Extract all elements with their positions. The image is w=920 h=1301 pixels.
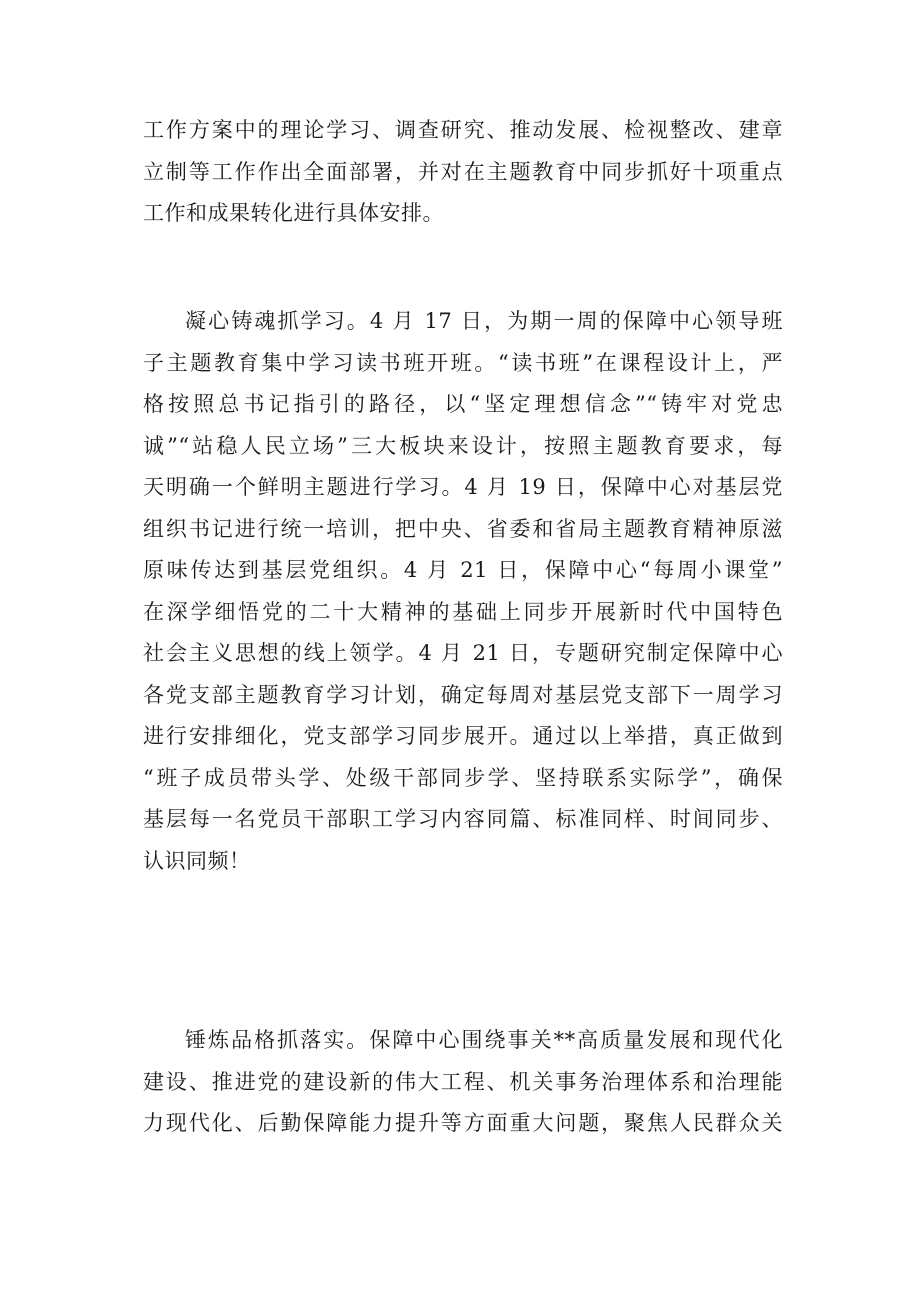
- text-line: 各党支部主题教育学习计划，确定每周对基层党支部下一周学习: [143, 682, 783, 707]
- paragraph-work-plan: [143, 110, 783, 235]
- text-line: 凝心铸魂抓学习。4 月 17 日，为期一周的保障中心领导班: [185, 309, 783, 333]
- paragraph-implementation: [143, 1020, 783, 1145]
- text-line: 格按照总书记指引的路径，以“坚定理想信念”“铸牢对党忠: [143, 392, 783, 416]
- text-line: 天明确一个鲜明主题进行学习。4 月 19 日，保障中心对基层党: [143, 475, 783, 499]
- text-line: 在深学细悟党的二十大精神的基础上同步开展新时代中国特色: [143, 599, 783, 624]
- text-line: 基层每一名党员干部职工学习内容同篇、标准同样、时间同步、: [143, 807, 783, 831]
- text-line: 建设、推进党的建设新的伟大工程、机关事务治理体系和治理能: [143, 1069, 783, 1094]
- text-line: 工作和成果转化进行具体安排。: [143, 201, 444, 225]
- text-line: 子主题教育集中学习读书班开班。“读书班”在课程设计上，严: [143, 350, 783, 375]
- text-line: “班子成员带头学、处级干部同步学、坚持联系实际学”，确保: [143, 765, 783, 790]
- text-line: 原味传达到基层党组织。4 月 21 日，保障中心“每周小课堂”: [143, 558, 783, 582]
- text-line: 工作方案中的理论学习、调查研究、推动发展、检视整改、建章: [143, 118, 783, 142]
- text-line: 组织书记进行统一培训，把中央、省委和省局主题教育精神原滋: [143, 516, 783, 541]
- paragraph-study: [143, 301, 783, 882]
- text-line: 锤炼品格抓落实。保障中心围绕事关**高质量发展和现代化: [185, 1028, 783, 1052]
- text-line: 立制等工作作出全面部署，并对在主题教育中同步抓好十项重点: [143, 159, 783, 184]
- text-line: 社会主义思想的线上领学。4 月 21 日，专题研究制定保障中心: [143, 641, 783, 665]
- text-line: 认识同频！: [143, 848, 251, 873]
- text-line: 进行安排细化，党支部学习同步展开。通过以上举措，真正做到: [143, 724, 783, 748]
- text-line: 诚”“站稳人民立场”三大板块来设计，按照主题教育要求，每: [143, 433, 783, 458]
- text-line: 力现代化、后勤保障能力提升等方面重大问题，聚焦人民群众关: [143, 1111, 783, 1135]
